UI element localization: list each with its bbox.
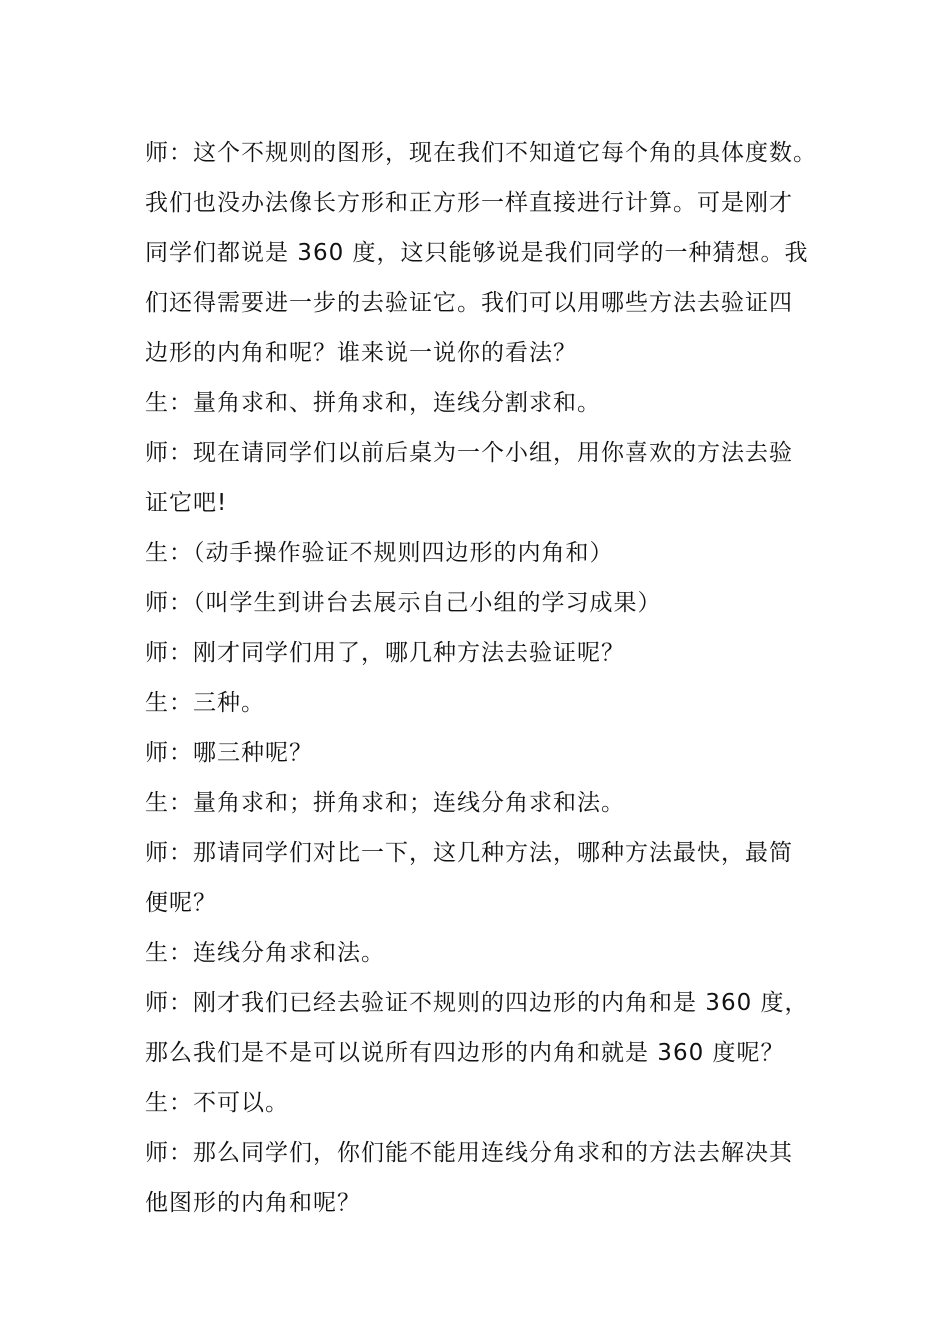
text-line: 边形的内角和呢？谁来说一说你的看法？ bbox=[145, 340, 577, 366]
text-line: 生：三种。 bbox=[145, 690, 265, 716]
text-line: 生：量角求和、拼角求和，连线分割求和。 bbox=[145, 390, 601, 416]
text-line: 们还得需要进一步的去验证它。我们可以用哪些方法去验证四 bbox=[145, 290, 793, 316]
text-line: 师：现在请同学们以前后桌为一个小组，用你喜欢的方法去验 bbox=[145, 440, 793, 466]
text-line: 生：量角求和；拼角求和；连线分角求和法。 bbox=[145, 790, 625, 816]
text-line: 师：那请同学们对比一下，这几种方法，哪种方法最快，最简 bbox=[145, 840, 793, 866]
text-line: 生：不可以。 bbox=[145, 1090, 289, 1116]
text-line: 同学们都说是 360 度，这只能够说是我们同学的一种猜想。我 bbox=[145, 240, 809, 266]
text-line: 师：哪三种呢？ bbox=[145, 740, 313, 766]
text-line: 他图形的内角和呢？ bbox=[145, 1190, 361, 1216]
text-line: 我们也没办法像长方形和正方形一样直接进行计算。可是刚才 bbox=[145, 190, 793, 216]
text-line: 便呢？ bbox=[145, 890, 217, 916]
text-line: 师：（叫学生到讲台去展示自己小组的学习成果） bbox=[145, 590, 662, 616]
text-line: 证它吧! bbox=[145, 490, 228, 516]
text-line: 师：刚才我们已经去验证不规则的四边形的内角和是 360 度， bbox=[145, 990, 809, 1016]
text-line: 师：那么同学们，你们能不能用连线分角求和的方法去解决其 bbox=[145, 1140, 793, 1166]
text-line: 师：这个不规则的图形，现在我们不知道它每个角的具体度数。 bbox=[145, 140, 817, 166]
text-line: 那么我们是不是可以说所有四边形的内角和就是 360 度呢？ bbox=[145, 1040, 785, 1066]
text-line: 生：（动手操作验证不规则四边形的内角和） bbox=[145, 540, 614, 566]
text-line: 生：连线分角求和法。 bbox=[145, 940, 385, 966]
dialogue-text bbox=[145, 128, 817, 1228]
text-line: 师：刚才同学们用了，哪几种方法去验证呢？ bbox=[145, 640, 625, 666]
